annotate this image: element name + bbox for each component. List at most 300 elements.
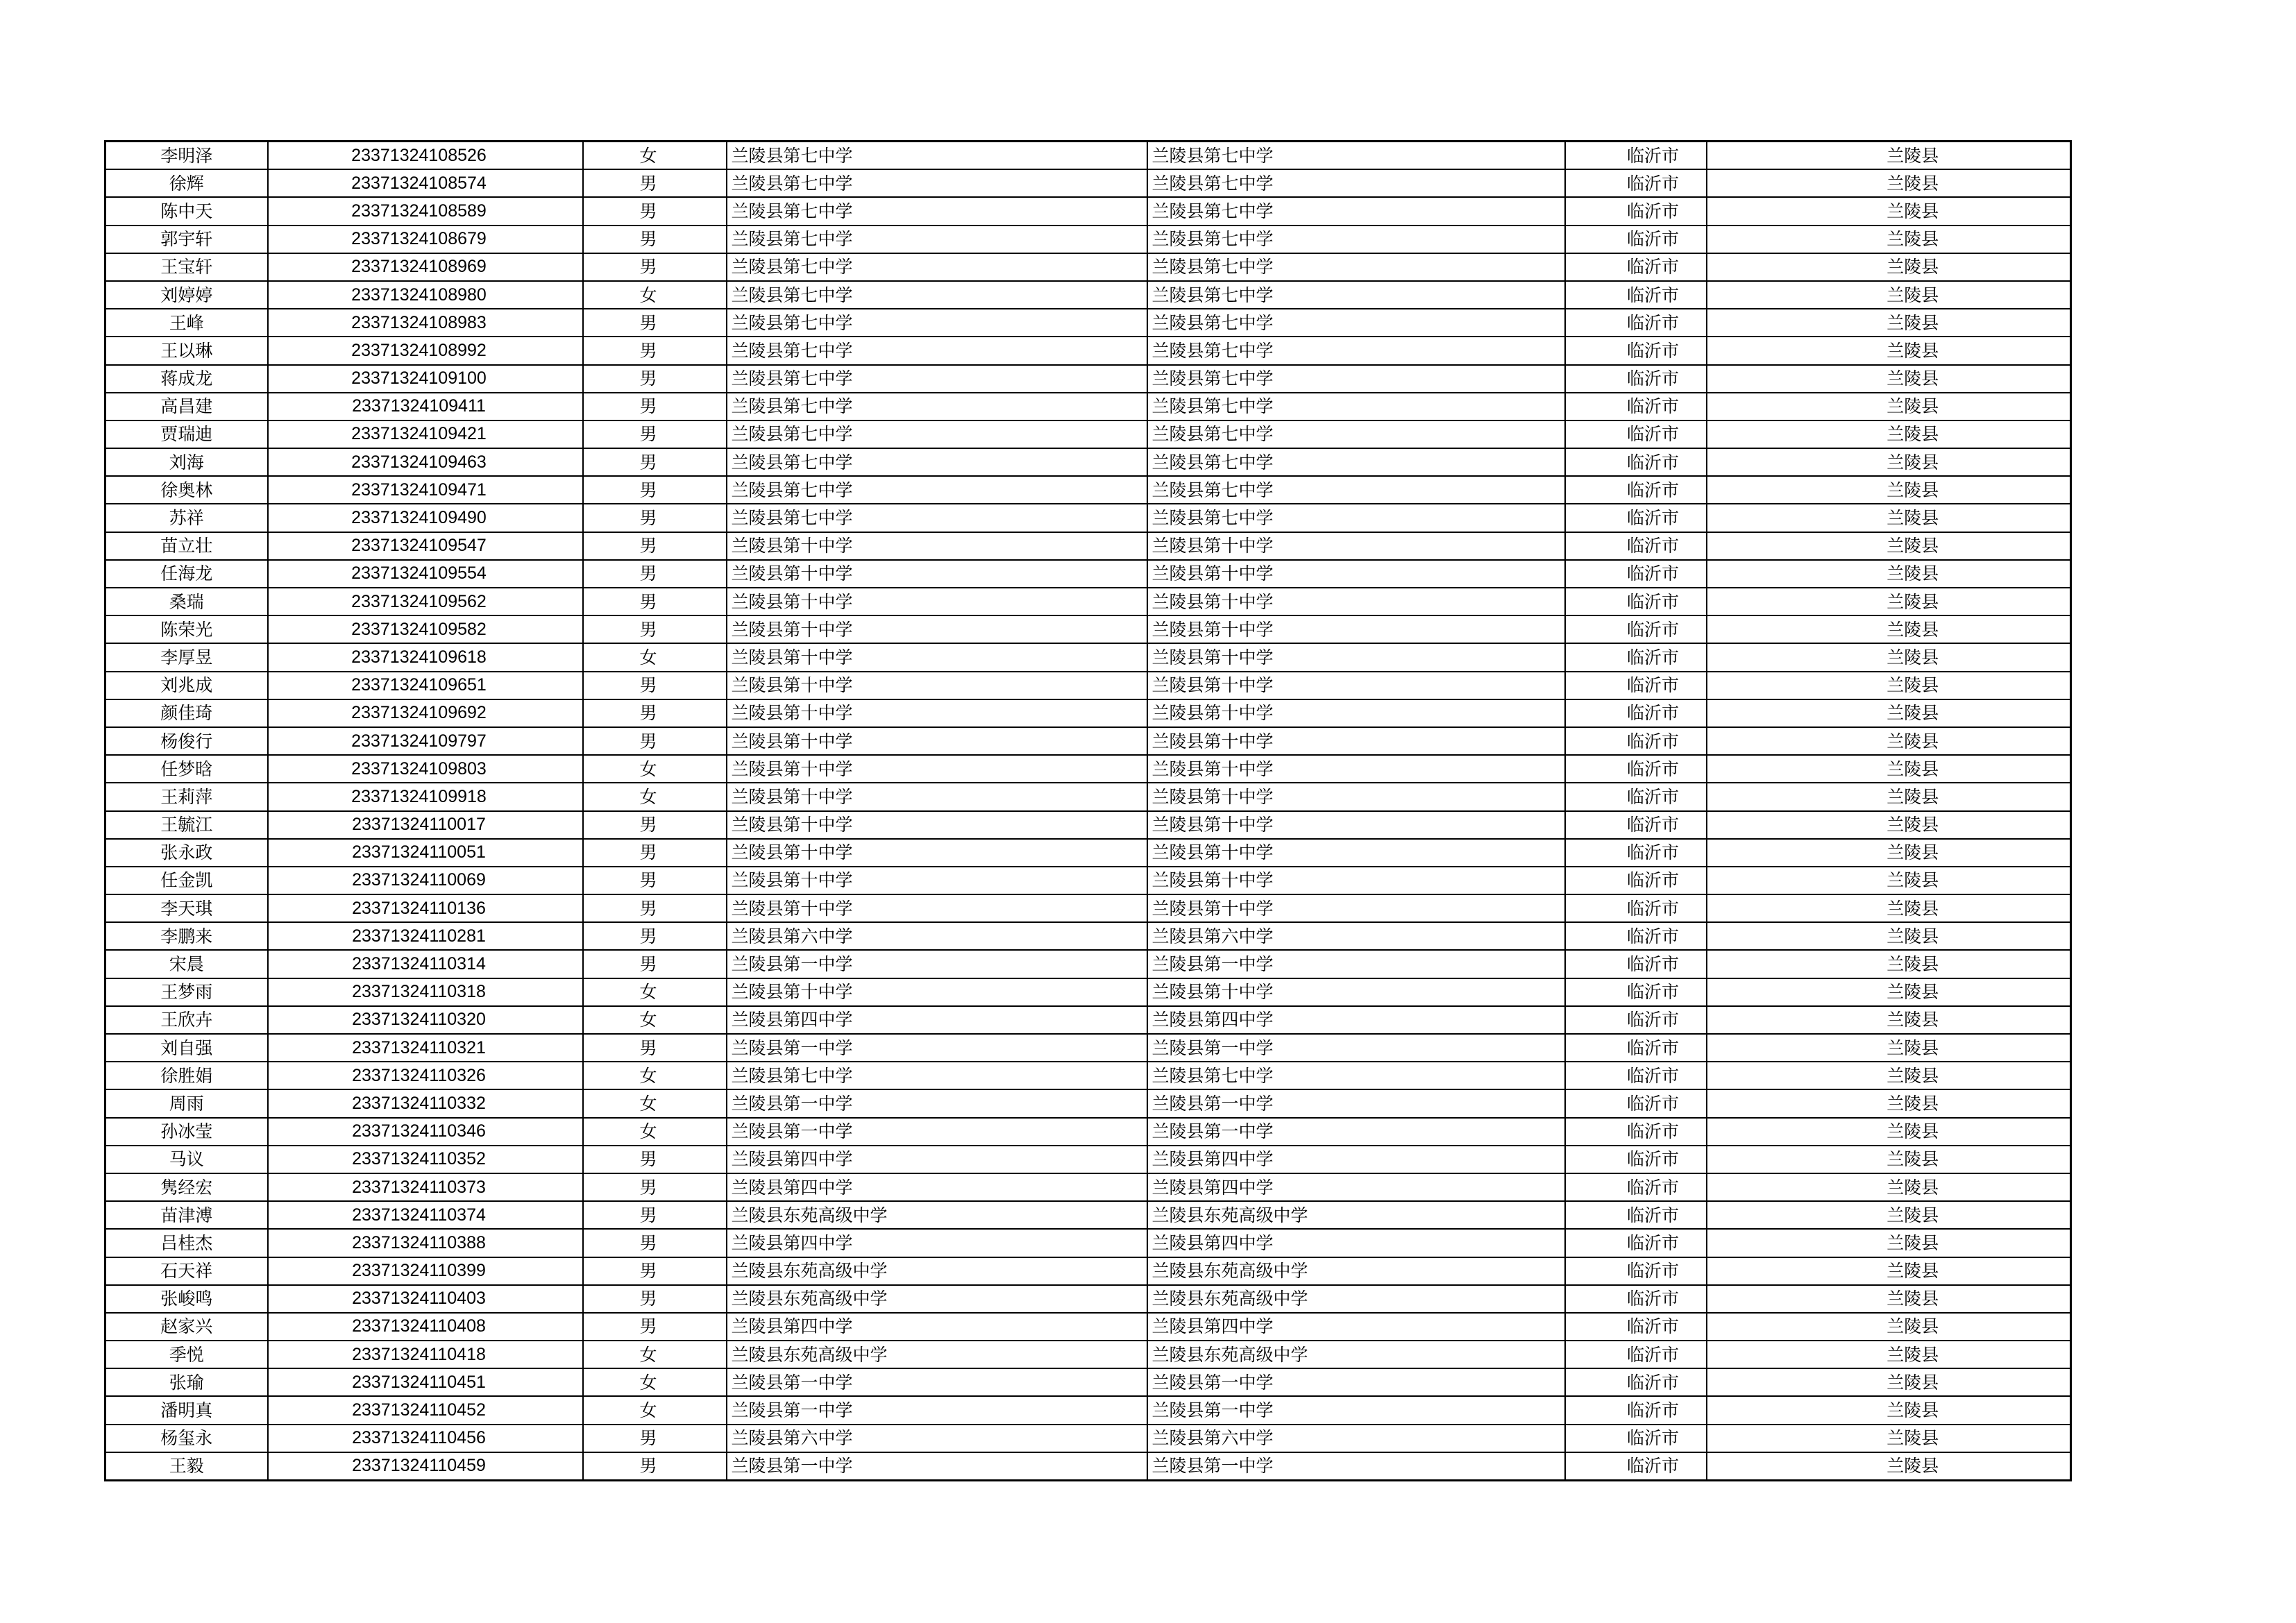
exam-number-cell: 23371324108574 — [268, 169, 583, 197]
county-cell: 兰陵县 — [1707, 1396, 2071, 1424]
roster-table-body — [105, 142, 2071, 1481]
gender-cell: 女 — [583, 1062, 727, 1089]
school-cell: 兰陵县第七中学 — [727, 365, 1147, 393]
county-cell: 兰陵县 — [1707, 672, 2071, 699]
city-cell: 临沂市 — [1565, 1313, 1707, 1341]
name-cell: 徐辉 — [105, 169, 268, 197]
exam-number-cell: 23371324110403 — [268, 1285, 583, 1313]
school-cell: 兰陵县第十中学 — [727, 532, 1147, 560]
school-cell-2: 兰陵县第七中学 — [1147, 393, 1565, 420]
exam-number-cell: 23371324110332 — [268, 1089, 583, 1117]
gender-cell: 男 — [583, 894, 727, 922]
county-cell: 兰陵县 — [1707, 783, 2071, 810]
table-row — [105, 783, 2071, 810]
county-cell: 兰陵县 — [1707, 1341, 2071, 1368]
table-row — [105, 337, 2071, 364]
name-cell: 李天琪 — [105, 894, 268, 922]
school-cell: 兰陵县第七中学 — [727, 142, 1147, 170]
city-cell: 临沂市 — [1565, 894, 1707, 922]
exam-number-cell: 23371324110326 — [268, 1062, 583, 1089]
city-cell: 临沂市 — [1565, 420, 1707, 448]
exam-number-cell: 23371324108526 — [268, 142, 583, 170]
school-cell: 兰陵县第十中学 — [727, 867, 1147, 894]
name-cell: 孙冰莹 — [105, 1118, 268, 1146]
school-cell-2: 兰陵县第十中学 — [1147, 894, 1565, 922]
name-cell: 任海龙 — [105, 560, 268, 588]
city-cell: 临沂市 — [1565, 1146, 1707, 1173]
name-cell: 王峰 — [105, 309, 268, 337]
county-cell: 兰陵县 — [1707, 867, 2071, 894]
name-cell: 任金凯 — [105, 867, 268, 894]
city-cell: 临沂市 — [1565, 1452, 1707, 1481]
school-cell-2: 兰陵县第七中学 — [1147, 504, 1565, 532]
exam-number-cell: 23371324110388 — [268, 1229, 583, 1257]
county-cell: 兰陵县 — [1707, 309, 2071, 337]
gender-cell: 女 — [583, 1118, 727, 1146]
gender-cell: 男 — [583, 476, 727, 504]
school-cell-2: 兰陵县第四中学 — [1147, 1313, 1565, 1341]
gender-cell: 女 — [583, 755, 727, 783]
school-cell: 兰陵县第七中学 — [727, 197, 1147, 225]
school-cell-2: 兰陵县第一中学 — [1147, 1118, 1565, 1146]
gender-cell: 男 — [583, 1425, 727, 1452]
name-cell: 张瑜 — [105, 1368, 268, 1396]
exam-number-cell: 23371324108983 — [268, 309, 583, 337]
school-cell-2: 兰陵县第一中学 — [1147, 1089, 1565, 1117]
exam-number-cell: 23371324109803 — [268, 755, 583, 783]
exam-number-cell: 23371324110314 — [268, 950, 583, 978]
school-cell-2: 兰陵县东苑高级中学 — [1147, 1341, 1565, 1368]
school-cell: 兰陵县第十中学 — [727, 755, 1147, 783]
city-cell: 临沂市 — [1565, 615, 1707, 643]
school-cell: 兰陵县第十中学 — [727, 560, 1147, 588]
name-cell: 刘婷婷 — [105, 281, 268, 309]
city-cell: 临沂市 — [1565, 365, 1707, 393]
table-row — [105, 420, 2071, 448]
school-cell: 兰陵县第四中学 — [727, 1146, 1147, 1173]
name-cell: 贾瑞迪 — [105, 420, 268, 448]
city-cell: 临沂市 — [1565, 1034, 1707, 1062]
exam-number-cell: 23371324110456 — [268, 1425, 583, 1452]
school-cell-2: 兰陵县第七中学 — [1147, 226, 1565, 253]
city-cell: 临沂市 — [1565, 393, 1707, 420]
exam-number-cell: 23371324110373 — [268, 1173, 583, 1201]
city-cell: 临沂市 — [1565, 560, 1707, 588]
county-cell: 兰陵县 — [1707, 1229, 2071, 1257]
city-cell: 临沂市 — [1565, 281, 1707, 309]
city-cell: 临沂市 — [1565, 783, 1707, 810]
county-cell: 兰陵县 — [1707, 1089, 2071, 1117]
school-cell: 兰陵县第七中学 — [727, 169, 1147, 197]
name-cell: 王宝轩 — [105, 253, 268, 281]
gender-cell: 女 — [583, 1006, 727, 1034]
gender-cell: 男 — [583, 560, 727, 588]
gender-cell: 男 — [583, 448, 727, 476]
gender-cell: 女 — [583, 1396, 727, 1424]
table-row — [105, 281, 2071, 309]
exam-number-cell: 23371324110451 — [268, 1368, 583, 1396]
table-row — [105, 365, 2071, 393]
gender-cell: 男 — [583, 1229, 727, 1257]
gender-cell: 男 — [583, 1285, 727, 1313]
school-cell: 兰陵县第四中学 — [727, 1313, 1147, 1341]
city-cell: 临沂市 — [1565, 699, 1707, 727]
city-cell: 临沂市 — [1565, 727, 1707, 755]
exam-number-cell: 23371324109692 — [268, 699, 583, 727]
exam-number-cell: 23371324110051 — [268, 839, 583, 867]
school-cell: 兰陵县第一中学 — [727, 1368, 1147, 1396]
table-row — [105, 1173, 2071, 1201]
county-cell: 兰陵县 — [1707, 476, 2071, 504]
exam-number-cell: 23371324110352 — [268, 1146, 583, 1173]
gender-cell: 男 — [583, 226, 727, 253]
school-cell-2: 兰陵县第十中学 — [1147, 699, 1565, 727]
school-cell-2: 兰陵县第四中学 — [1147, 1229, 1565, 1257]
table-row — [105, 755, 2071, 783]
city-cell: 临沂市 — [1565, 504, 1707, 532]
table-row — [105, 950, 2071, 978]
school-cell: 兰陵县第十中学 — [727, 783, 1147, 810]
table-row — [105, 1396, 2071, 1424]
table-row — [105, 839, 2071, 867]
table-row — [105, 504, 2071, 532]
exam-number-cell: 23371324110408 — [268, 1313, 583, 1341]
name-cell: 任梦晗 — [105, 755, 268, 783]
school-cell: 兰陵县第七中学 — [727, 504, 1147, 532]
name-cell: 张峻鸣 — [105, 1285, 268, 1313]
name-cell: 苏祥 — [105, 504, 268, 532]
name-cell: 杨玺永 — [105, 1425, 268, 1452]
table-row — [105, 1229, 2071, 1257]
county-cell: 兰陵县 — [1707, 504, 2071, 532]
name-cell: 刘自强 — [105, 1034, 268, 1062]
school-cell-2: 兰陵县第七中学 — [1147, 476, 1565, 504]
exam-number-cell: 23371324109582 — [268, 615, 583, 643]
gender-cell: 男 — [583, 1034, 727, 1062]
county-cell: 兰陵县 — [1707, 532, 2071, 560]
exam-number-cell: 23371324108969 — [268, 253, 583, 281]
name-cell: 李鹏来 — [105, 922, 268, 950]
table-row — [105, 867, 2071, 894]
exam-number-cell: 23371324109471 — [268, 476, 583, 504]
school-cell-2: 兰陵县第七中学 — [1147, 197, 1565, 225]
name-cell: 李明泽 — [105, 142, 268, 170]
exam-number-cell: 23371324110017 — [268, 811, 583, 839]
county-cell: 兰陵县 — [1707, 1173, 2071, 1201]
table-row — [105, 309, 2071, 337]
school-cell: 兰陵县第十中学 — [727, 588, 1147, 615]
school-cell: 兰陵县第七中学 — [727, 253, 1147, 281]
gender-cell: 女 — [583, 281, 727, 309]
county-cell: 兰陵县 — [1707, 1368, 2071, 1396]
gender-cell: 男 — [583, 1173, 727, 1201]
school-cell: 兰陵县东苑高级中学 — [727, 1257, 1147, 1285]
school-cell: 兰陵县第十中学 — [727, 615, 1147, 643]
table-row — [105, 142, 2071, 170]
gender-cell: 女 — [583, 142, 727, 170]
table-row — [105, 476, 2071, 504]
exam-number-cell: 23371324108980 — [268, 281, 583, 309]
city-cell: 临沂市 — [1565, 532, 1707, 560]
county-cell: 兰陵县 — [1707, 1425, 2071, 1452]
name-cell: 马议 — [105, 1146, 268, 1173]
gender-cell: 男 — [583, 839, 727, 867]
city-cell: 临沂市 — [1565, 1089, 1707, 1117]
table-row — [105, 615, 2071, 643]
county-cell: 兰陵县 — [1707, 560, 2071, 588]
school-cell-2: 兰陵县第一中学 — [1147, 1034, 1565, 1062]
school-cell: 兰陵县第七中学 — [727, 448, 1147, 476]
gender-cell: 男 — [583, 672, 727, 699]
exam-number-cell: 23371324110320 — [268, 1006, 583, 1034]
table-row — [105, 699, 2071, 727]
name-cell: 杨俊行 — [105, 727, 268, 755]
name-cell: 刘海 — [105, 448, 268, 476]
name-cell: 周雨 — [105, 1089, 268, 1117]
school-cell: 兰陵县第七中学 — [727, 393, 1147, 420]
school-cell-2: 兰陵县东苑高级中学 — [1147, 1201, 1565, 1229]
city-cell: 临沂市 — [1565, 448, 1707, 476]
exam-number-cell: 23371324109411 — [268, 393, 583, 420]
exam-number-cell: 23371324110418 — [268, 1341, 583, 1368]
exam-number-cell: 23371324108589 — [268, 197, 583, 225]
school-cell: 兰陵县第七中学 — [727, 337, 1147, 364]
gender-cell: 男 — [583, 1146, 727, 1173]
gender-cell: 男 — [583, 922, 727, 950]
name-cell: 郭宇轩 — [105, 226, 268, 253]
table-row — [105, 1006, 2071, 1034]
city-cell: 临沂市 — [1565, 1396, 1707, 1424]
name-cell: 王梦雨 — [105, 978, 268, 1006]
exam-number-cell: 23371324110136 — [268, 894, 583, 922]
school-cell: 兰陵县第十中学 — [727, 643, 1147, 671]
exam-number-cell: 23371324109100 — [268, 365, 583, 393]
exam-number-cell: 23371324108992 — [268, 337, 583, 364]
school-cell-2: 兰陵县第十中学 — [1147, 727, 1565, 755]
table-row — [105, 1425, 2071, 1452]
table-row — [105, 1146, 2071, 1173]
county-cell: 兰陵县 — [1707, 337, 2071, 364]
school-cell: 兰陵县东苑高级中学 — [727, 1285, 1147, 1313]
school-cell: 兰陵县第一中学 — [727, 1452, 1147, 1481]
school-cell: 兰陵县第六中学 — [727, 1425, 1147, 1452]
gender-cell: 女 — [583, 643, 727, 671]
table-row — [105, 643, 2071, 671]
school-cell: 兰陵县第六中学 — [727, 922, 1147, 950]
school-cell: 兰陵县第七中学 — [727, 420, 1147, 448]
city-cell: 临沂市 — [1565, 226, 1707, 253]
exam-number-cell: 23371324109463 — [268, 448, 583, 476]
city-cell: 临沂市 — [1565, 476, 1707, 504]
exam-number-cell: 23371324109547 — [268, 532, 583, 560]
table-row — [105, 978, 2071, 1006]
gender-cell: 男 — [583, 393, 727, 420]
city-cell: 临沂市 — [1565, 922, 1707, 950]
city-cell: 临沂市 — [1565, 1285, 1707, 1313]
table-row — [105, 1034, 2071, 1062]
city-cell: 临沂市 — [1565, 672, 1707, 699]
gender-cell: 男 — [583, 1313, 727, 1341]
county-cell: 兰陵县 — [1707, 393, 2071, 420]
exam-number-cell: 23371324108679 — [268, 226, 583, 253]
exam-number-cell: 23371324109554 — [268, 560, 583, 588]
school-cell-2: 兰陵县第七中学 — [1147, 337, 1565, 364]
county-cell: 兰陵县 — [1707, 978, 2071, 1006]
county-cell: 兰陵县 — [1707, 448, 2071, 476]
table-row — [105, 1257, 2071, 1285]
city-cell: 临沂市 — [1565, 643, 1707, 671]
county-cell: 兰陵县 — [1707, 1285, 2071, 1313]
city-cell: 临沂市 — [1565, 1341, 1707, 1368]
school-cell: 兰陵县第七中学 — [727, 309, 1147, 337]
table-row — [105, 169, 2071, 197]
name-cell: 宋晨 — [105, 950, 268, 978]
gender-cell: 女 — [583, 1368, 727, 1396]
table-row — [105, 811, 2071, 839]
gender-cell: 男 — [583, 169, 727, 197]
name-cell: 吕桂杰 — [105, 1229, 268, 1257]
gender-cell: 男 — [583, 365, 727, 393]
school-cell: 兰陵县第七中学 — [727, 281, 1147, 309]
gender-cell: 男 — [583, 532, 727, 560]
county-cell: 兰陵县 — [1707, 615, 2071, 643]
city-cell: 临沂市 — [1565, 1201, 1707, 1229]
county-cell: 兰陵县 — [1707, 169, 2071, 197]
city-cell: 临沂市 — [1565, 169, 1707, 197]
gender-cell: 男 — [583, 197, 727, 225]
table-row — [105, 1089, 2071, 1117]
county-cell: 兰陵县 — [1707, 839, 2071, 867]
name-cell: 李厚昱 — [105, 643, 268, 671]
name-cell: 徐胜娟 — [105, 1062, 268, 1089]
school-cell-2: 兰陵县第一中学 — [1147, 1452, 1565, 1481]
school-cell-2: 兰陵县东苑高级中学 — [1147, 1285, 1565, 1313]
gender-cell: 男 — [583, 504, 727, 532]
gender-cell: 男 — [583, 588, 727, 615]
gender-cell: 男 — [583, 727, 727, 755]
school-cell-2: 兰陵县第十中学 — [1147, 839, 1565, 867]
school-cell-2: 兰陵县第七中学 — [1147, 365, 1565, 393]
name-cell: 王毅 — [105, 1452, 268, 1481]
county-cell: 兰陵县 — [1707, 365, 2071, 393]
city-cell: 临沂市 — [1565, 811, 1707, 839]
roster-table — [104, 140, 2072, 1481]
table-row — [105, 894, 2071, 922]
county-cell: 兰陵县 — [1707, 894, 2071, 922]
city-cell: 临沂市 — [1565, 197, 1707, 225]
school-cell-2: 兰陵县第四中学 — [1147, 1146, 1565, 1173]
county-cell: 兰陵县 — [1707, 1452, 2071, 1481]
name-cell: 隽经宏 — [105, 1173, 268, 1201]
table-row — [105, 727, 2071, 755]
name-cell: 王以琳 — [105, 337, 268, 364]
county-cell: 兰陵县 — [1707, 755, 2071, 783]
school-cell: 兰陵县第十中学 — [727, 727, 1147, 755]
table-row — [105, 1452, 2071, 1481]
city-cell: 临沂市 — [1565, 867, 1707, 894]
county-cell: 兰陵县 — [1707, 197, 2071, 225]
name-cell: 徐奥林 — [105, 476, 268, 504]
school-cell-2: 兰陵县第十中学 — [1147, 755, 1565, 783]
table-row — [105, 560, 2071, 588]
gender-cell: 男 — [583, 950, 727, 978]
name-cell: 季悦 — [105, 1341, 268, 1368]
school-cell: 兰陵县第一中学 — [727, 1034, 1147, 1062]
school-cell-2: 兰陵县第七中学 — [1147, 309, 1565, 337]
school-cell: 兰陵县第四中学 — [727, 1006, 1147, 1034]
gender-cell: 男 — [583, 337, 727, 364]
city-cell: 临沂市 — [1565, 309, 1707, 337]
city-cell: 临沂市 — [1565, 1006, 1707, 1034]
school-cell: 兰陵县第七中学 — [727, 476, 1147, 504]
gender-cell: 女 — [583, 1341, 727, 1368]
exam-number-cell: 23371324110346 — [268, 1118, 583, 1146]
exam-number-cell: 23371324109490 — [268, 504, 583, 532]
school-cell-2: 兰陵县第七中学 — [1147, 420, 1565, 448]
city-cell: 临沂市 — [1565, 1062, 1707, 1089]
county-cell: 兰陵县 — [1707, 1006, 2071, 1034]
county-cell: 兰陵县 — [1707, 142, 2071, 170]
table-row — [105, 1062, 2071, 1089]
school-cell-2: 兰陵县第十中学 — [1147, 615, 1565, 643]
school-cell-2: 兰陵县第六中学 — [1147, 922, 1565, 950]
table-row — [105, 197, 2071, 225]
school-cell-2: 兰陵县第十中学 — [1147, 672, 1565, 699]
name-cell: 高昌建 — [105, 393, 268, 420]
name-cell: 蒋成龙 — [105, 365, 268, 393]
school-cell-2: 兰陵县第十中学 — [1147, 811, 1565, 839]
school-cell: 兰陵县第一中学 — [727, 1118, 1147, 1146]
county-cell: 兰陵县 — [1707, 1201, 2071, 1229]
school-cell: 兰陵县第七中学 — [727, 226, 1147, 253]
county-cell: 兰陵县 — [1707, 226, 2071, 253]
name-cell: 王欣卉 — [105, 1006, 268, 1034]
name-cell: 王莉萍 — [105, 783, 268, 810]
table-row — [105, 1285, 2071, 1313]
table-row — [105, 588, 2071, 615]
county-cell: 兰陵县 — [1707, 699, 2071, 727]
city-cell: 临沂市 — [1565, 1118, 1707, 1146]
gender-cell: 男 — [583, 867, 727, 894]
school-cell: 兰陵县第十中学 — [727, 811, 1147, 839]
gender-cell: 男 — [583, 1452, 727, 1481]
school-cell: 兰陵县第七中学 — [727, 1062, 1147, 1089]
name-cell: 潘明真 — [105, 1396, 268, 1424]
gender-cell: 女 — [583, 1089, 727, 1117]
exam-number-cell: 23371324109618 — [268, 643, 583, 671]
school-cell: 兰陵县东苑高级中学 — [727, 1341, 1147, 1368]
school-cell-2: 兰陵县第七中学 — [1147, 142, 1565, 170]
school-cell-2: 兰陵县第十中学 — [1147, 643, 1565, 671]
exam-number-cell: 23371324110281 — [268, 922, 583, 950]
school-cell-2: 兰陵县第四中学 — [1147, 1173, 1565, 1201]
school-cell: 兰陵县第一中学 — [727, 1089, 1147, 1117]
county-cell: 兰陵县 — [1707, 950, 2071, 978]
gender-cell: 男 — [583, 309, 727, 337]
school-cell-2: 兰陵县第一中学 — [1147, 1396, 1565, 1424]
county-cell: 兰陵县 — [1707, 588, 2071, 615]
city-cell: 临沂市 — [1565, 1173, 1707, 1201]
name-cell: 苗立壮 — [105, 532, 268, 560]
gender-cell: 男 — [583, 1201, 727, 1229]
exam-number-cell: 23371324109421 — [268, 420, 583, 448]
county-cell: 兰陵县 — [1707, 1118, 2071, 1146]
school-cell-2: 兰陵县第七中学 — [1147, 281, 1565, 309]
exam-number-cell: 23371324109651 — [268, 672, 583, 699]
school-cell: 兰陵县第十中学 — [727, 672, 1147, 699]
city-cell: 临沂市 — [1565, 1425, 1707, 1452]
table-row — [105, 1201, 2071, 1229]
